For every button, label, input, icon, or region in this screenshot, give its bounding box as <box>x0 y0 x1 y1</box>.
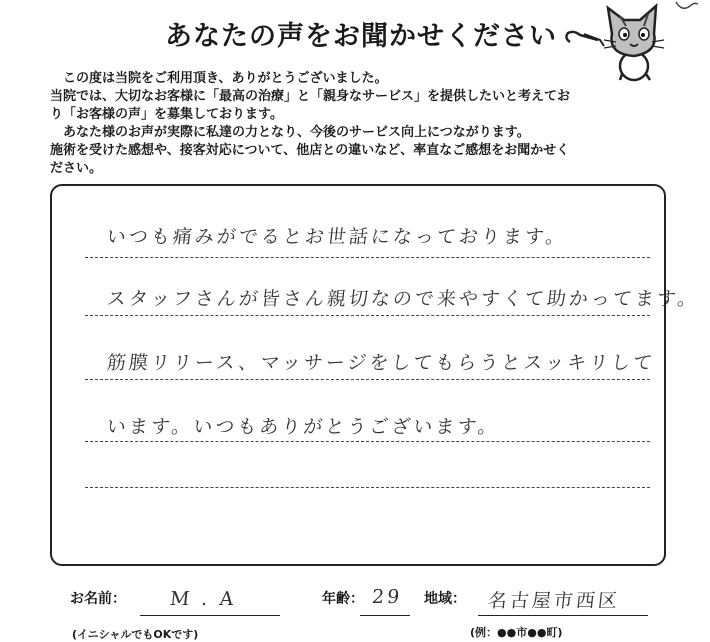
comment-line: スタッフさんが皆さん親切なので来やすくて助かってます。 <box>105 288 701 310</box>
name-note: (イニシャルでもOKです) <box>72 628 199 641</box>
name-label: お名前： <box>70 591 126 607</box>
ruled-line <box>85 314 650 316</box>
comment-line: います。いつもありがとうございます。 <box>105 416 501 438</box>
ruled-line <box>85 440 650 442</box>
region-label: 地域： <box>424 591 466 607</box>
ruled-line <box>85 256 650 258</box>
name-value: M . A <box>168 588 238 610</box>
intro-line: あなた様のお声が実際に私達の力となり、今後のサービス向上につながります。 <box>50 125 530 140</box>
age-value: 29 <box>370 586 404 608</box>
intro-text <box>50 70 680 178</box>
ruled-line <box>85 378 650 380</box>
name-underline <box>140 614 280 616</box>
age-underline <box>360 614 410 616</box>
age-label: 年齢： <box>322 591 364 607</box>
intro-line: ださい。 <box>50 161 103 176</box>
intro-line: 施術を受けた感想や、接客対応について、他店との違いなど、率直なご感想をお聞かせく <box>50 143 570 158</box>
region-value: 名古屋市西区 <box>486 590 622 612</box>
comment-box <box>50 184 701 566</box>
intro-line: り「お客様の声」を募集しております。 <box>50 107 283 122</box>
intro-line: この度は当院をご利用頂き、ありがとうございました。 <box>50 71 388 86</box>
comment-line: いつも痛みがでるとお世話になっております。 <box>105 226 569 248</box>
ruled-line <box>85 486 650 488</box>
page-title: あなたの声をお聞かせください <box>165 21 557 52</box>
comment-line: 筋膜リリース、マッサージをしてもらうとスッキリして <box>105 352 657 374</box>
region-underline <box>478 614 648 616</box>
region-note: (例：●●市●●町) <box>470 626 563 639</box>
intro-line: 当院では、大切なお客様に「最高の治療」と「親身なサービス」を提供したいと考えてお <box>50 89 571 104</box>
corner-scribble <box>672 0 702 14</box>
